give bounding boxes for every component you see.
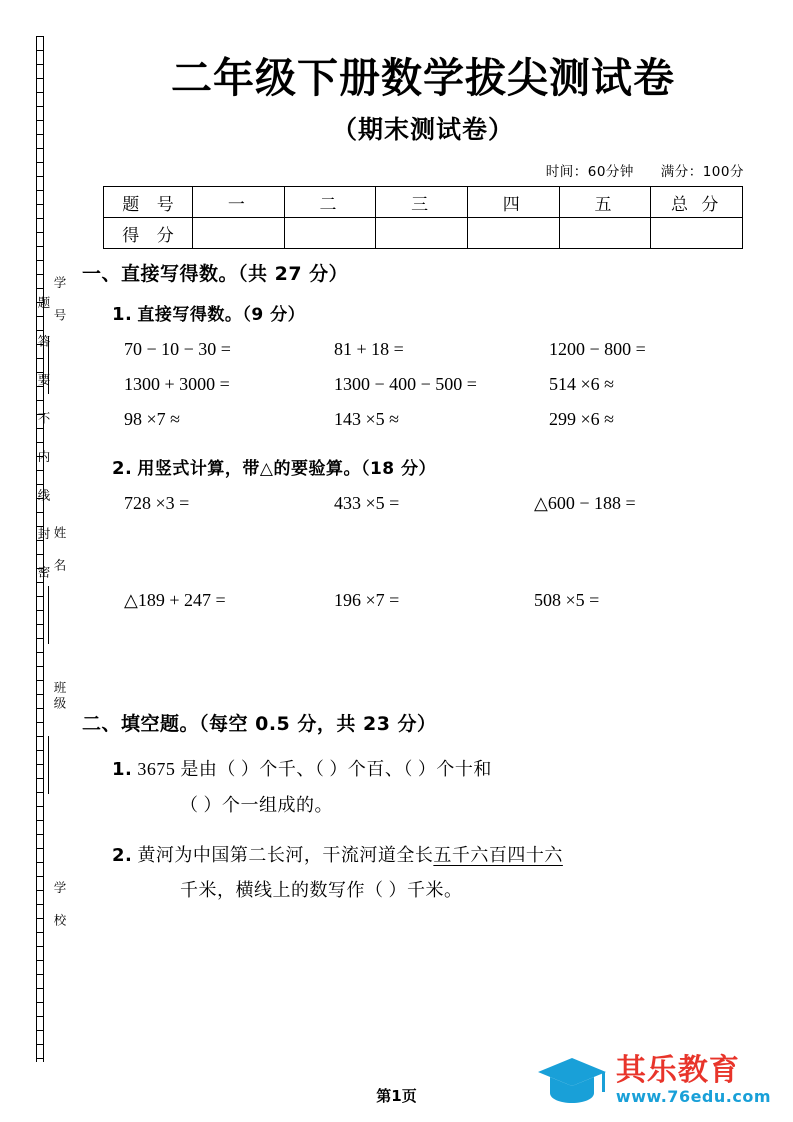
score-header-5: 五 <box>559 187 651 218</box>
seal-strip <box>28 36 68 1062</box>
graduation-cap-icon <box>536 1052 608 1108</box>
expr-3-2: 143 ×5 ≈ <box>334 409 400 430</box>
score-cell-5[interactable] <box>559 218 651 249</box>
expr-4-2: 433 ×5 = <box>334 493 400 514</box>
question-2-2 <box>112 838 768 907</box>
expr-1-3: 1200 − 800 = <box>549 339 646 360</box>
score-row-label: 得 分 <box>104 218 193 249</box>
expr-row-2 <box>124 374 768 395</box>
score-table <box>103 186 743 249</box>
seal-blank-3 <box>48 736 49 794</box>
question-1-1-text: 直接写得数。（9 分） <box>137 305 306 326</box>
score-header-total: 总 分 <box>651 187 743 218</box>
expr-row-3 <box>124 409 768 430</box>
expr-2-2: 1300 − 400 − 500 = <box>334 374 477 395</box>
question-2-2-number: 2. <box>112 844 133 866</box>
question-2-1-line2: （ ）个一组成的。 <box>180 794 333 815</box>
question-1-1-number: 1. <box>112 304 133 326</box>
score-header-label: 题 号 <box>104 187 193 218</box>
expr-1-1: 70 − 10 − 30 = <box>124 339 231 360</box>
seal-field-school: 学 校 <box>52 881 66 929</box>
seal-field-class: 班级 <box>52 681 66 712</box>
expr-2-3: 514 ×6 ≈ <box>549 374 615 395</box>
watermark-brand: 其乐教育 <box>615 1052 740 1088</box>
question-2-2-line2: 千米，横线上的数写作（ ）千米。 <box>180 879 463 900</box>
question-1-2-number: 2. <box>112 458 133 480</box>
expr-4-1: 728 ×3 = <box>124 493 190 514</box>
question-2-2-line1-a: 黄河为中国第二长河，干流河道全长 <box>137 844 434 865</box>
expr-row-4 <box>124 493 768 514</box>
question-2-1 <box>112 752 768 821</box>
question-2-1-line1: 3675 是由（ ）个千、（ ）个百、（ ）个十和 <box>137 759 492 780</box>
score-header-1: 一 <box>193 187 285 218</box>
question-2-2-underlined-number: 五千六百四十六 <box>433 844 563 865</box>
score-cell-3[interactable] <box>376 218 468 249</box>
watermark <box>536 1052 771 1108</box>
section-heading-2: 二、填空题。（每空 0.5 分，共 23 分） <box>82 713 437 736</box>
expr-row-1 <box>124 339 768 360</box>
table-row-header <box>104 187 743 218</box>
exam-page <box>78 40 768 907</box>
expr-5-1: △189 + 247 = <box>124 590 226 611</box>
expr-2-1: 1300 + 3000 = <box>124 374 230 395</box>
expr-1-2: 81 + 18 = <box>334 339 404 360</box>
seal-field-name: 姓 名 <box>52 526 66 574</box>
score-cell-1[interactable] <box>193 218 285 249</box>
seal-field-student-id: 学 号 <box>52 276 66 324</box>
section-heading-1: 一、直接写得数。（共 27 分） <box>82 263 349 286</box>
score-header-2: 二 <box>284 187 376 218</box>
exam-meta <box>78 160 744 180</box>
expr-4-3: △600 − 188 = <box>534 493 636 514</box>
question-1-2-text: 用竖式计算，带△的要验算。（18 分） <box>137 459 437 480</box>
table-row-score <box>104 218 743 249</box>
question-1-2 <box>112 454 768 479</box>
expr-5-2: 196 ×7 = <box>334 590 400 611</box>
page-subtitle: （期末测试卷） <box>331 115 514 145</box>
work-space-2[interactable] <box>78 611 768 689</box>
question-2-1-number: 1. <box>112 759 133 781</box>
score-header-4: 四 <box>467 187 559 218</box>
exam-time: 时间：60分钟 <box>545 164 634 181</box>
seal-notice-text: 题 答 要 不 内 线 封 密 <box>36 296 50 584</box>
score-cell-total[interactable] <box>651 218 743 249</box>
exam-full-score: 满分：100分 <box>660 164 744 181</box>
expr-row-5 <box>124 590 768 611</box>
score-cell-2[interactable] <box>284 218 376 249</box>
expr-3-3: 299 ×6 ≈ <box>549 409 615 430</box>
score-header-3: 三 <box>376 187 468 218</box>
expr-3-1: 98 ×7 ≈ <box>124 409 181 430</box>
seal-blank-2 <box>48 586 49 644</box>
page-title: 二年级下册数学拔尖测试卷 <box>171 54 675 102</box>
watermark-url: www.76edu.com <box>615 1086 771 1106</box>
work-space-1[interactable] <box>78 514 768 576</box>
question-1-1 <box>112 300 768 325</box>
page-number: 第1页 <box>376 1087 417 1105</box>
score-cell-4[interactable] <box>467 218 559 249</box>
expr-5-3: 508 ×5 = <box>534 590 600 611</box>
watermark-text <box>615 1052 771 1106</box>
